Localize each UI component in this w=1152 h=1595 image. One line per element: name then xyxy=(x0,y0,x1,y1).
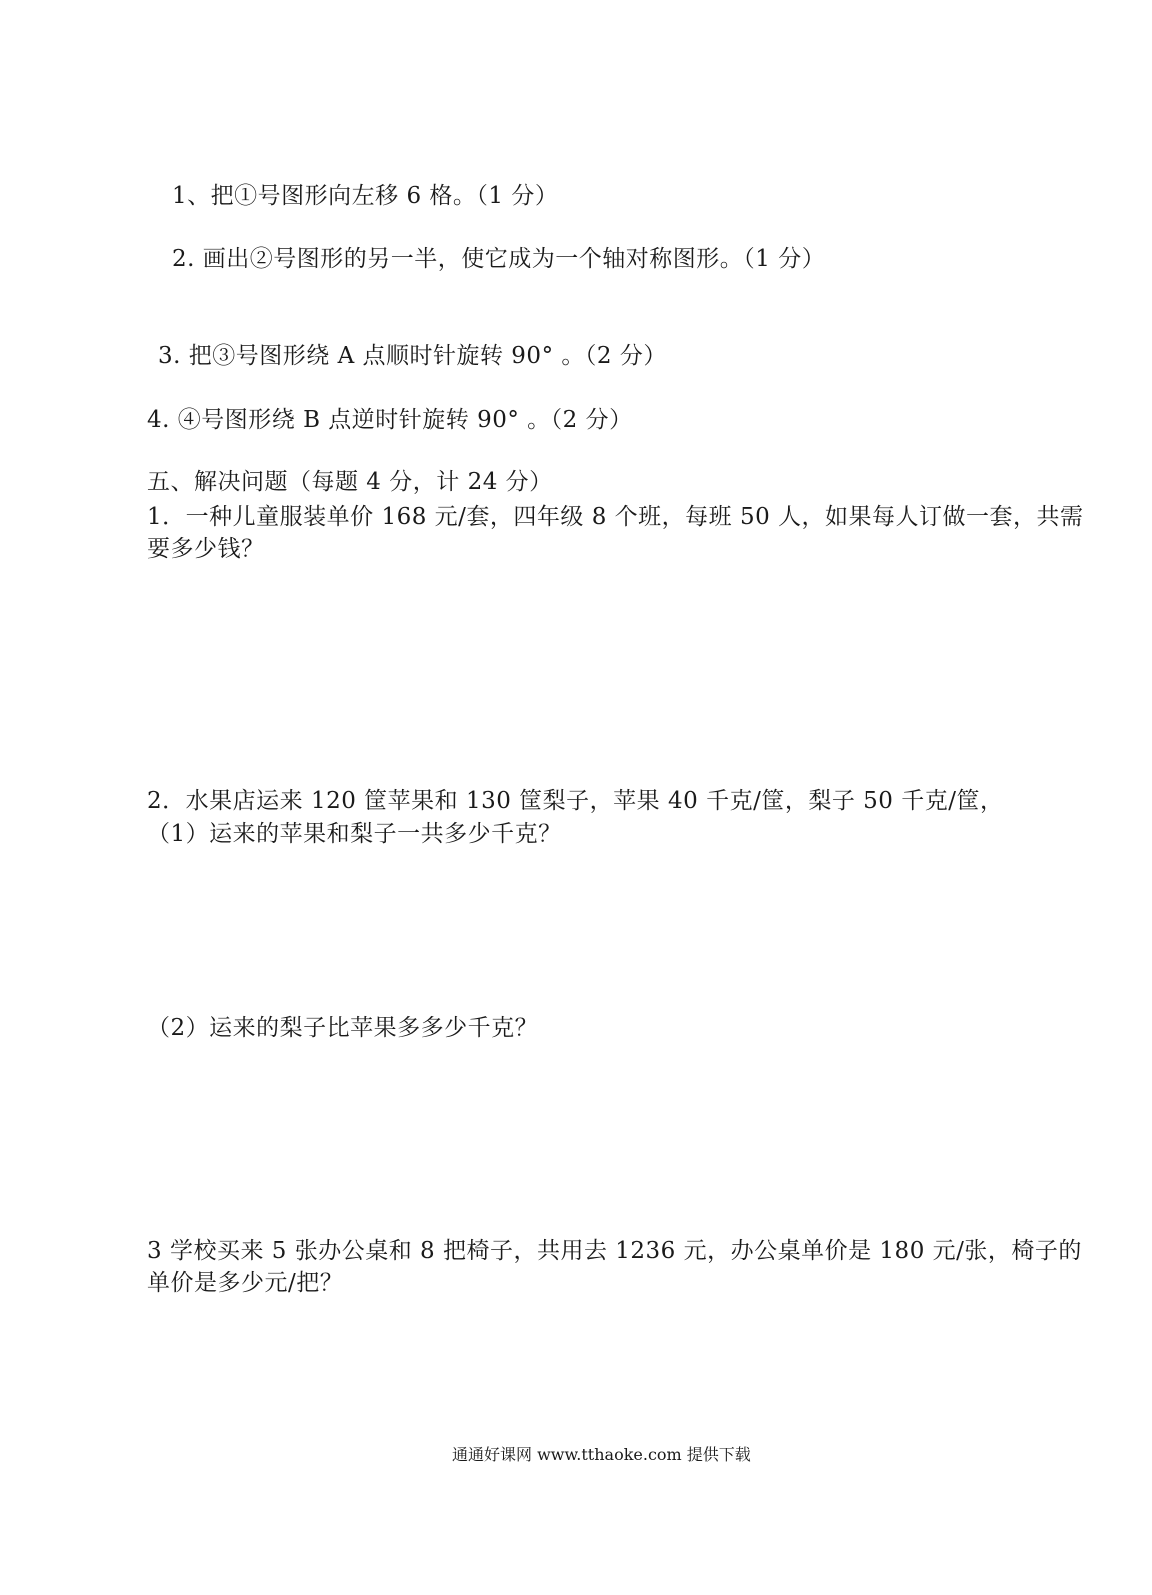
question-1-line-1: 1．一种儿童服装单价 168 元/套，四年级 8 个班，每班 50 人，如果每人订做一套，共需 xyxy=(147,504,1084,530)
footer-source-note: 通通好课网 www.tthaoke.com 提供下载 xyxy=(452,1445,751,1464)
question-2-part-2: （2）运来的梨子比苹果多多少千克？ xyxy=(147,1015,539,1041)
section-5-heading: 五、解决问题（每题 4 分，计 24 分） xyxy=(147,469,553,495)
task-4-rotate-counterclockwise: 4. ④号图形绕 B 点逆时针旋转 90° 。（2 分） xyxy=(147,407,633,433)
task-2-symmetric-shape: 2. 画出②号图形的另一半，使它成为一个轴对称图形。（1 分） xyxy=(172,246,826,272)
task-1-move-shape: 1、把①号图形向左移 6 格。（1 分） xyxy=(172,183,559,209)
task-3-rotate-clockwise: 3. 把③号图形绕 A 点顺时针旋转 90° 。（2 分） xyxy=(158,343,667,369)
question-1-line-2: 要多少钱？ xyxy=(147,536,265,562)
question-2-part-1: （1）运来的苹果和梨子一共多少千克？ xyxy=(147,821,562,847)
question-2-stem: 2．水果店运来 120 筐苹果和 130 筐梨子，苹果 40 千克/筐，梨子 50 千克/筐， xyxy=(147,788,1004,814)
question-3-line-1: 3 学校买来 5 张办公桌和 8 把椅子，共用去 1236 元，办公桌单价是 180 元/张，椅子的 xyxy=(147,1238,1082,1264)
question-3-line-2: 单价是多少元/把？ xyxy=(147,1270,344,1296)
